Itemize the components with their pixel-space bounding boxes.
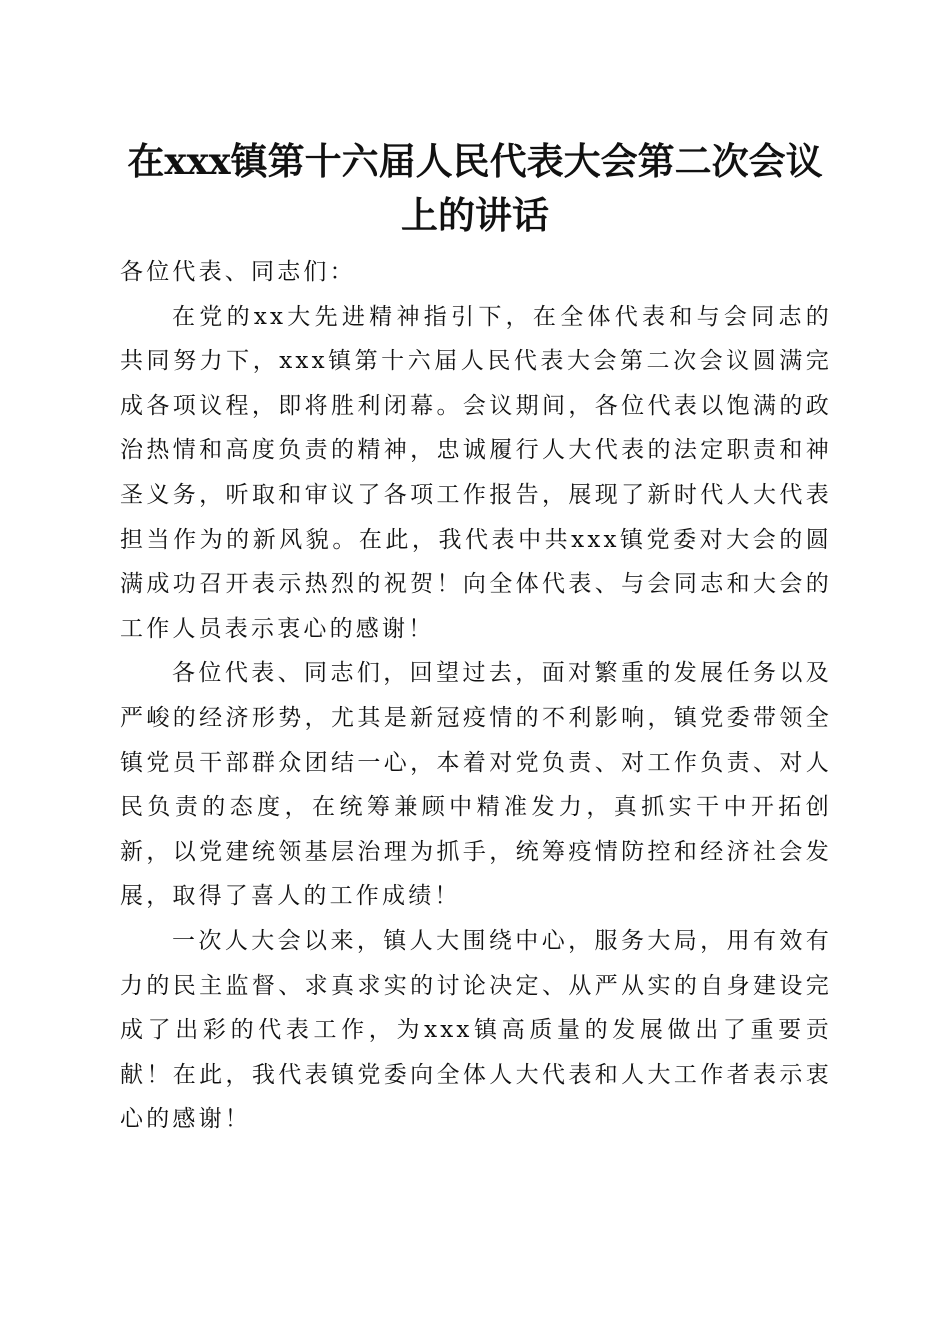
paragraph-1: 在党的xx大先进精神指引下，在全体代表和与会同志的共同努力下，xxx镇第十六届人民代表大会第二次会议圆满完成各项议程，即将胜利闭幕。会议期间，各位代表以饱满的政治热情和高度负责的精神，忠诚履行人大代表的法定职责和神圣义务，听取和审议了各项工作报告，展现了新时代人大代表担当作为的新风貌。在此，我代表中共xxx镇党委对大会的圆满成功召开表示热烈的祝贺！向全体代表、与会同志和大会的工作人员表示衷心的感谢！ [120,303,832,642]
document-body [120,250,832,1142]
paragraph-3: 一次人大会以来，镇人大围绕中心，服务大局，用有效有力的民主监督、求真求实的讨论决定、从严从实的自身建设完成了出彩的代表工作，为xxx镇高质量的发展做出了重要贡献！在此，我代表镇党委向全体人大代表和人大工作者表示衷心的感谢！ [120,927,832,1133]
document-title: 在xxx镇第十六届人民代表大会第二次会议上的讲话 [127,139,823,237]
paragraph-2: 各位代表、同志们，回望过去，面对繁重的发展任务以及严峻的经济形势，尤其是新冠疫情的不利影响，镇党委带领全镇党员干部群众团结一心，本着对党负责、对工作负责、对人民负责的态度，在统筹兼顾中精准发力，真抓实干中开拓创新，以党建统领基层治理为抓手，统筹疫情防控和经济社会发展，取得了喜人的工作成绩！ [120,660,832,910]
salutation: 各位代表、同志们： [120,259,356,285]
